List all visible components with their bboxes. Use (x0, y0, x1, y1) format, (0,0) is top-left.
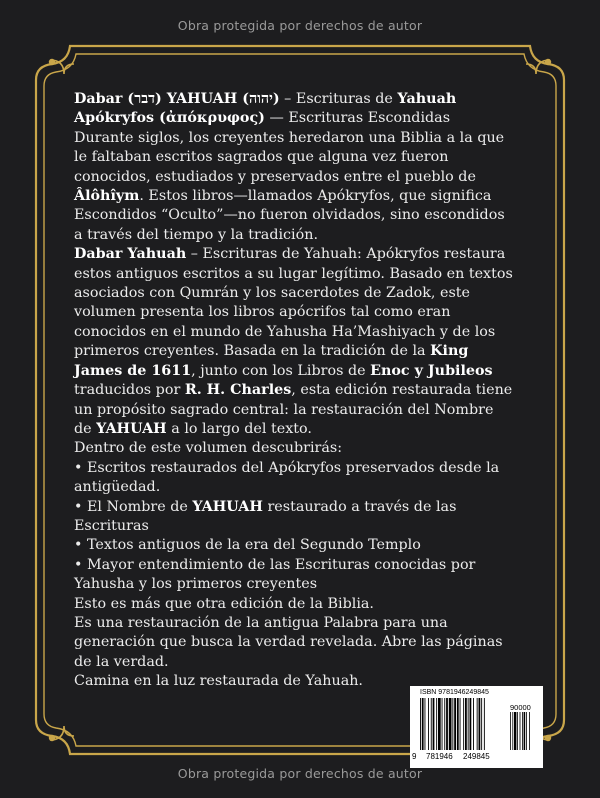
bullet-item-4: • Mayor entendimiento de las Escrituras conocidas por Yahusha y los primeros creyentes (74, 556, 514, 595)
bullet-item-1: • Escritos restaurados del Apókryfos preservados desde la antigüedad. (74, 459, 514, 498)
barcode-digits-group-1: 781946 (426, 752, 453, 761)
heading-line-2: Apókryfos (ἀπόκρυφος) — Escrituras Escondidas (74, 110, 451, 127)
watermark-bottom: Obra protegida por derechos de autor (177, 766, 423, 781)
barcode-digit-first: 9 (412, 752, 417, 761)
heading-title-bold: Dabar (דבר) YAHUAH (יהוה) (74, 91, 280, 107)
price-code: 90000 (510, 703, 531, 712)
heading-line-1: Dabar (דבר) YAHUAH (יהוה) – Escrituras de Yahuah (74, 91, 457, 107)
isbn-barcode (410, 686, 543, 768)
paragraph-1: Durante siglos, los creyentes heredaron una Biblia a la que le faltaban escritos sagrados que alguna vez fueron conocidos, estudiados y preservados entre el pueblo de Âlôhîym. Estos libros—llamados Apókryfos, que significa Escondidos “Oculto”—no fueron olvidados, sino escondidos a través del tiempo y la tradición. (74, 129, 505, 243)
bullet-item-2: • El Nombre de YAHUAH restaurado a través de las Escrituras (74, 498, 514, 537)
watermark-top: Obra protegida por derechos de autor (177, 18, 423, 33)
bullet-item-3: • Textos antiguos de la era del Segundo Templo (74, 536, 514, 555)
closing-line-2: Es una restauración de la antigua Palabra para una generación que busca la verdad revelada. Abre las páginas de la verdad. (74, 614, 503, 670)
paragraph-2: Dabar Yahuah – Escrituras de Yahuah: Apókryfos restaura estos antiguos escritos a su lugar legítimo. Basado en textos asociados con Qumrán y los sacerdotes de Zadok, este volumen presenta los libros apócrifos tal como eran conocidos en el mundo de Yahusha Ha’Mashiyach y de los primeros creyentes. Basada en la tradición de la King James de 1611, junto con los Libros de Enoc y Jubileos traducidos por R. H. Charles, esta edición restaurada tiene un propósito sagrado central: la restauración del Nombre de YAHUAH a lo largo del texto. (74, 246, 513, 437)
barcode-digits-group-2: 249845 (463, 752, 490, 761)
isbn-label: ISBN 9781946249845 (420, 689, 489, 696)
closing-line-3: Camina en la luz restaurada de Yahuah. (74, 673, 363, 690)
back-cover-text (74, 90, 514, 692)
closing-line-1: Esto es más que otra edición de la Biblia. (74, 595, 374, 612)
list-intro: Dentro de este volumen descubrirás: (74, 440, 343, 457)
